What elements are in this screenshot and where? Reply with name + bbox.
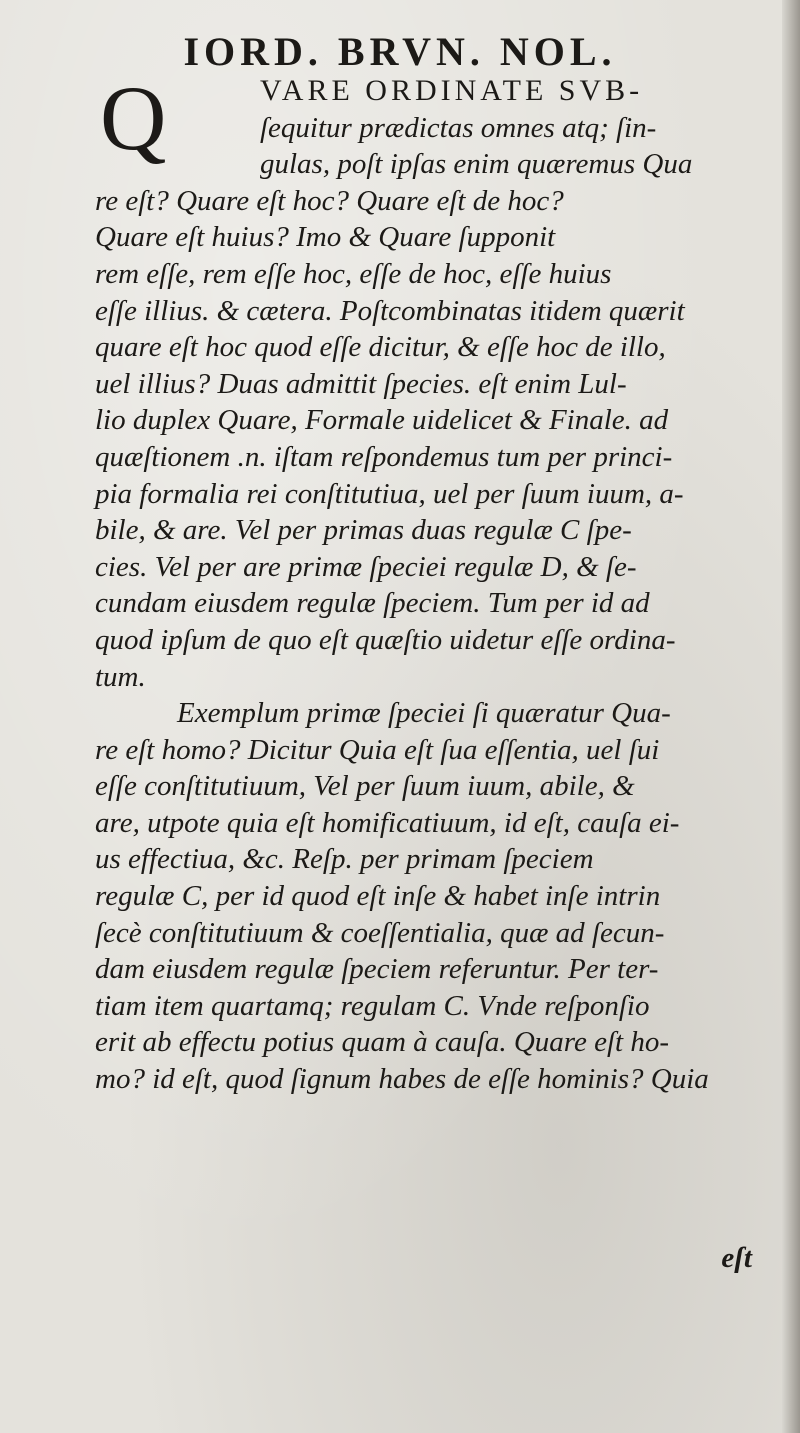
- text-line: quare eſt hoc quod eſſe dicitur, & eſſe hoc de illo,: [95, 331, 666, 364]
- text-line: rem eſſe, rem eſſe hoc, eſſe de hoc, eſſe huius: [95, 257, 612, 290]
- page-edge: [782, 0, 800, 1433]
- text-line: erit ab effectu potius quam à cauſa. Quare eſt ho-: [95, 1026, 669, 1059]
- text-line: eſſe conſtitutiuum, Vel per ſuum iuum, abile, &: [95, 770, 635, 803]
- text-line: re eſt homo? Dicitur Quia eſt ſua eſſentia, uel ſui: [95, 733, 660, 766]
- text-line: us effectiua, &c. Reſp. per primam ſpeciem: [95, 843, 594, 876]
- text-line: mo? id eſt, quod ſignum habes de eſſe hominis? Quia: [95, 1063, 709, 1096]
- text-line: pia formalia rei conſtitutiua, uel per ſuum iuum, a-: [95, 477, 684, 510]
- text-line: uel illius? Duas admittit ſpecies. eſt enim Lul-: [95, 367, 627, 400]
- text-line: tiam item quartamq; regulam C. Vnde reſponſio: [95, 989, 650, 1022]
- text-line: ſecè conſtitutiuum & coeſſentialia, quæ ad ſecun-: [95, 916, 665, 949]
- text-line: eſſe illius. & cætera. Poſtcombinatas itidem quærit: [95, 294, 685, 327]
- text-line: re eſt? Quare eſt hoc? Quare eſt de hoc?: [95, 184, 564, 217]
- text-line: lio duplex Quare, Formale uidelicet & Finale. ad: [95, 404, 669, 437]
- text-line: dam eiusdem regulæ ſpeciem referuntur. Per ter-: [95, 953, 659, 986]
- text-line: quod ipſum de quo eſt quæſtio uidetur eſſe ordina-: [95, 623, 676, 656]
- catchword: eſt: [721, 1242, 752, 1274]
- running-head-text: IORD. BRVN. NOL.: [183, 29, 617, 74]
- text-line: ſequitur prædictas omnes atq; ſin-: [260, 111, 657, 144]
- text-line: bile, & are. Vel per primas duas regulæ C ſpe-: [95, 514, 632, 547]
- text-line: quæſtionem .n. iſtam reſpondemus tum per princi-: [95, 440, 673, 473]
- body-text: [95, 67, 775, 1098]
- text-line: are, utpote quia eſt homificatiuum, id eſt, cauſa ei-: [95, 806, 680, 839]
- text-line: regulæ C, per id quod eſt inſe & habet inſe intrin: [95, 880, 661, 913]
- text-line: cies. Vel per are primæ ſpeciei regulæ D, & ſe-: [95, 550, 637, 583]
- text-line: tum.: [95, 660, 146, 693]
- text-line: Exemplum primæ ſpeciei ſi quæratur Qua-: [177, 697, 671, 730]
- text-line: gulas, poſt ipſas enim quæremus Qua: [260, 148, 693, 181]
- text-line: VARE ORDINATE SVB-: [260, 74, 644, 107]
- drop-cap: Q: [100, 67, 167, 169]
- text-line: cundam eiusdem regulæ ſpeciem. Tum per id ad: [95, 587, 650, 620]
- text-line: Quare eſt huius? Imo & Quare ſupponit: [95, 221, 556, 254]
